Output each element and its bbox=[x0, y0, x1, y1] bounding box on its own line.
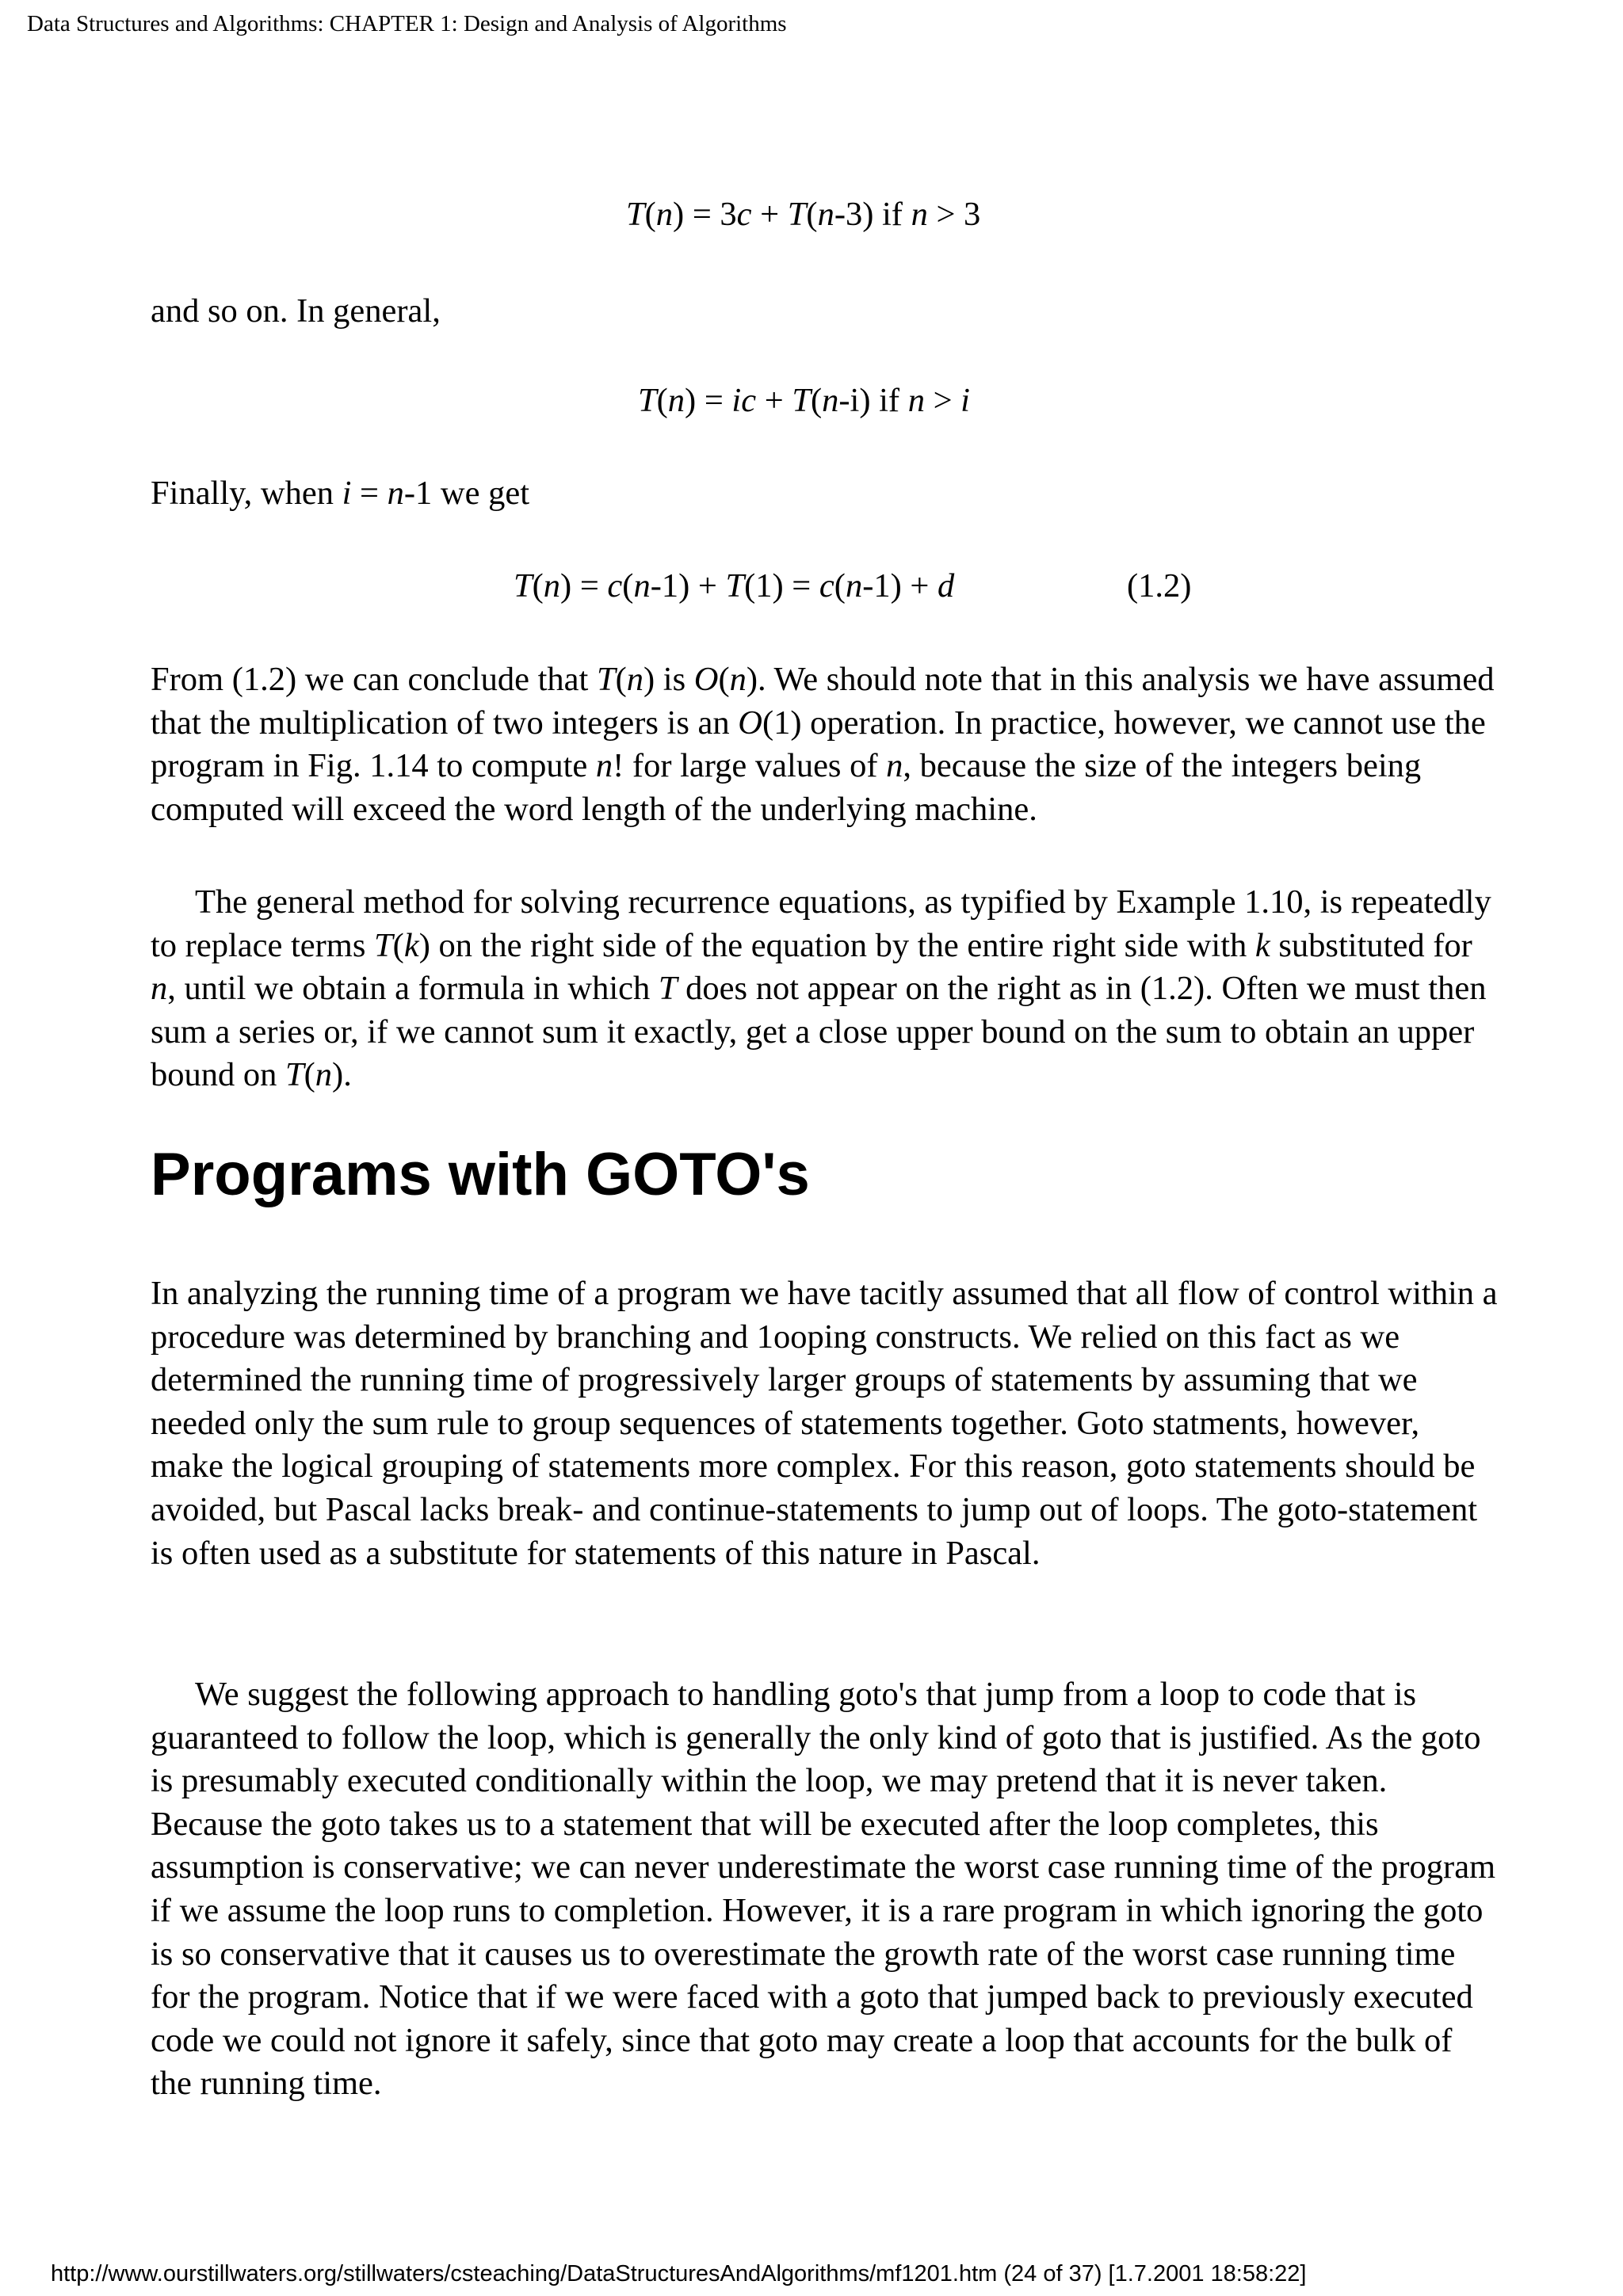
page-header: Data Structures and Algorithms: CHAPTER 1: Design and Analysis of Algorithms bbox=[27, 11, 787, 36]
equation-1-2: T(n) = c(n-1) + T(1) = c(n-1) + d bbox=[514, 567, 955, 605]
page-footer-url: http://www.ourstillwaters.org/stillwaters/csteaching/DataStructuresAndAlgorithms/mf1201.htm (24 of 37) [1.7.2001 18:58:22] bbox=[51, 2261, 1307, 2286]
paragraph-goto-approach: We suggest the following approach to handling goto's that jump from a loop to code that is guaranteed to follow the loop, which is generally the only kind of goto that is justified. As the goto is presumably executed conditionally within the loop, we may pretend that it is never taken. Because the goto takes us to a statement that will be executed after the loop completes, this assumption is conservative; we can never underestimate the worst case running time of the program if we assume the loop runs to completion. However, it is a rare program in which ignoring the goto is so conservative that it causes us to overestimate the growth rate of the worst case running time for the program. Notice that if we were faced with a goto that jumped back to previously executed code we could not ignore it safely, since that goto may create a loop that accounts for the bulk of the running time. bbox=[151, 1676, 1496, 2103]
equation-recurrence-3: T(n) = 3c + T(n-3) if n > 3 bbox=[626, 196, 981, 233]
paragraph-conclusion: From (1.2) we can conclude that T(n) is O(n). We should note that in this analysis we have assumed that the multiplication of two integers is an O(1) operation. In practice, however, we cannot use the program in Fig. 1.14 to compute n! for large values of n, because the size of the integers being computed will exceed the word length of the underlying machine. bbox=[151, 661, 1495, 828]
equation-number: (1.2) bbox=[1127, 567, 1192, 605]
equation-recurrence-i: T(n) = ic + T(n-i) if n > i bbox=[638, 382, 970, 419]
paragraph-general-method: The general method for solving recurrence equations, as typified by Example 1.10, is repeatedly to replace terms T(k) on the right side of the equation by the entire right side with k substituted for n, until we obtain a formula in which T does not appear on the right as in (1.2). Often we must then sum a series or, if we cannot sum it exactly, get a close upper bound on the sum to obtain an upper bound on T(n). bbox=[151, 883, 1491, 1094]
text-line-finally: Finally, when i = n-1 we get bbox=[151, 475, 530, 512]
text-line-general: and so on. In general, bbox=[151, 292, 441, 330]
paragraph-goto-intro: In analyzing the running time of a program we have tacitly assumed that all flow of control within a procedure was determined by branching and 1ooping constructs. We relied on this fact as we determined the running time of progressively larger groups of statements by assuming that we needed only the sum rule to group sequences of statements together. Goto statments, however, make the logical grouping of statements more complex. For this reason, goto statements should be avoided, but Pascal lacks break- and continue-statements to jump out of loops. The goto-statement is often used as a substitute for statements of this nature in Pascal. bbox=[151, 1275, 1498, 1572]
eq-symbol: T bbox=[626, 196, 645, 233]
section-heading: Programs with GOTO's bbox=[151, 1141, 810, 1208]
